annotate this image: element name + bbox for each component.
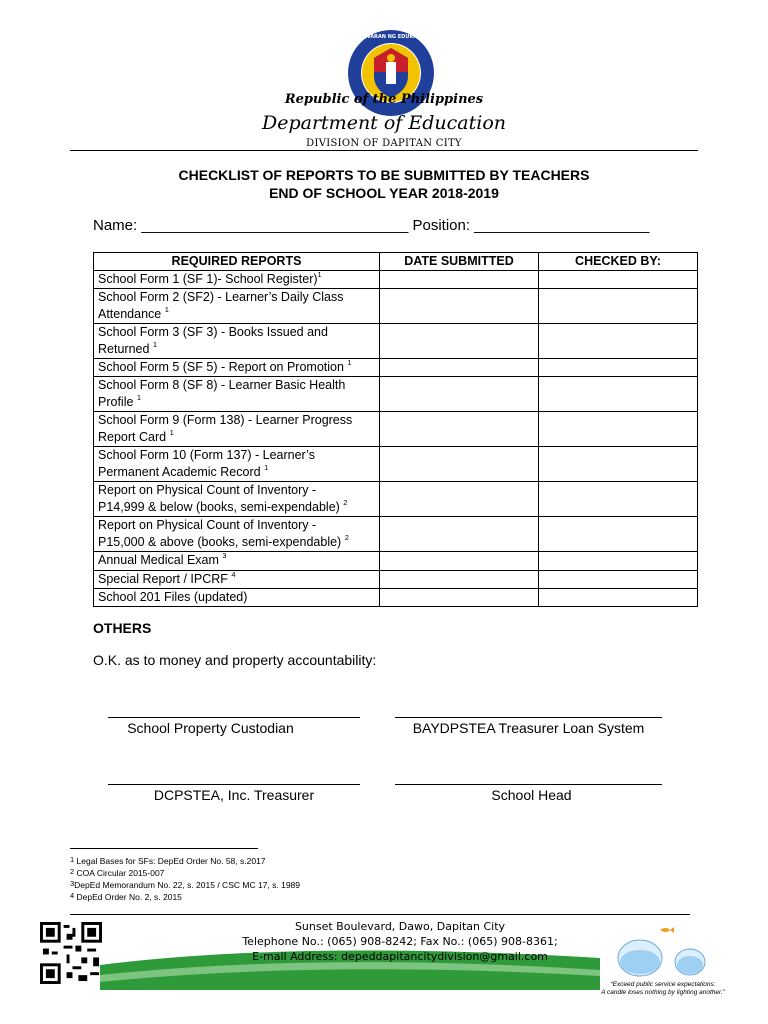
signatory-school-head: School Head: [491, 787, 572, 803]
report-name-cell: [94, 517, 380, 552]
checked-by-cell[interactable]: [539, 271, 698, 289]
report-name-cell: [94, 571, 380, 589]
date-submitted-cell[interactable]: [380, 589, 539, 607]
division-heading: DIVISION OF DAPITAN CITY: [306, 138, 462, 149]
checked-by-cell[interactable]: [539, 517, 698, 552]
report-name-line: P14,999 & below (books, semi-expendable): [98, 500, 344, 514]
report-name-line: School Form 2 (SF2) - Learner’s Daily Class: [98, 290, 344, 304]
reports-checklist-table: [93, 252, 698, 607]
svg-text:KAGAWARAN NG EDUKASYON: KAGAWARAN NG EDUKASYON: [349, 34, 433, 40]
footnote-number: 2: [70, 867, 75, 876]
signatory-school-property-custodian: School Property Custodian: [127, 720, 294, 736]
accountability-text: O.K. as to money and property accountability:: [93, 652, 377, 668]
table-row: [94, 289, 698, 324]
date-submitted-cell[interactable]: [380, 447, 539, 482]
table-row: [94, 412, 698, 447]
report-name-line: School 201 Files (updated): [98, 590, 248, 604]
footnote: [70, 868, 164, 878]
column-header-checked-by: CHECKED BY:: [539, 253, 698, 271]
footnote-reference: 1: [169, 428, 174, 437]
signature-line: [395, 784, 662, 785]
checked-by-cell[interactable]: [539, 412, 698, 447]
document-subtitle: END OF SCHOOL YEAR 2018-2019: [269, 185, 499, 201]
report-name-line: School Form 5 (SF 5) - Report on Promotion: [98, 360, 348, 374]
republic-heading: Republic of the Philippines: [284, 92, 484, 107]
footer-phone: Telephone No.: (065) 908-8242; Fax No.: (065) 908-8361;: [242, 935, 558, 948]
column-header-required-reports: REQUIRED REPORTS: [94, 253, 380, 271]
footer-address: Sunset Boulevard, Dawo, Dapitan City: [294, 920, 506, 933]
date-submitted-cell[interactable]: [380, 377, 539, 412]
checked-by-cell[interactable]: [539, 482, 698, 517]
footnote-number: 1: [70, 855, 75, 864]
footnote-text: COA Circular 2015-007: [74, 868, 165, 878]
report-name-cell: [94, 482, 380, 517]
checked-by-cell[interactable]: [539, 377, 698, 412]
footnote: [70, 856, 266, 866]
report-name-line: School Form 8 (SF 8) - Learner Basic Health: [98, 378, 346, 392]
report-name-cell: [94, 271, 380, 289]
table-row: [94, 552, 698, 571]
footnote-number: 4: [70, 891, 75, 900]
signatory-baydpstea-treasurer: BAYDPSTEA Treasurer Loan System: [412, 720, 645, 736]
signature-line: [108, 784, 360, 785]
report-name-cell: [94, 377, 380, 412]
date-submitted-cell[interactable]: [380, 517, 539, 552]
footnote-reference: 1: [347, 358, 352, 367]
footnote-reference: 2: [344, 533, 349, 542]
date-submitted-cell[interactable]: [380, 271, 539, 289]
table-row: [94, 377, 698, 412]
checked-by-cell[interactable]: [539, 589, 698, 607]
report-name-line: Annual Medical Exam: [98, 553, 223, 567]
date-submitted-cell[interactable]: [380, 482, 539, 517]
qr-code-icon: [40, 922, 102, 984]
checked-by-cell[interactable]: [539, 289, 698, 324]
table-header-row: [94, 253, 698, 271]
footnote-number: 3: [70, 879, 75, 888]
footnote-text: Legal Bases for SFs: DepEd Order No. 58, s.2017: [74, 856, 266, 866]
footnote-reference: 3: [222, 551, 227, 560]
report-name-line: Returned: [98, 342, 153, 356]
signature-line: [395, 717, 662, 718]
footnote-reference: 1: [152, 340, 158, 349]
table-row: [94, 571, 698, 589]
checked-by-cell[interactable]: [539, 324, 698, 359]
table-row: [94, 359, 698, 377]
motto-line-1: “Exceed public service expectations:: [610, 981, 716, 988]
signature-line: [108, 717, 360, 718]
report-name-line: Special Report / IPCRF: [98, 572, 232, 586]
table-row: [94, 589, 698, 607]
report-name-line: School Form 9 (Form 138) - Learner Progress: [98, 413, 353, 427]
date-submitted-cell[interactable]: [380, 412, 539, 447]
footnote: [70, 880, 300, 890]
report-name-cell: [94, 289, 380, 324]
checked-by-cell[interactable]: [539, 359, 698, 377]
date-submitted-cell[interactable]: [380, 552, 539, 571]
report-name-cell: [94, 324, 380, 359]
checked-by-cell[interactable]: [539, 571, 698, 589]
footnote: [70, 892, 182, 902]
report-name-cell: [94, 552, 380, 571]
report-name-line: Report on Physical Count of Inventory -: [98, 518, 317, 532]
name-position-line: Name: ________________________________ Position: _____________________: [93, 217, 650, 234]
footnote-reference: 1: [317, 270, 322, 279]
report-name-cell: [94, 589, 380, 607]
footnote-text: DepEd Memorandum No. 22, s. 2015 / CSC MC 17, s. 1989: [74, 880, 301, 890]
report-name-line: Permanent Academic Record: [98, 465, 265, 479]
footnote-reference: 2: [343, 498, 348, 507]
footnote-reference: 1: [264, 463, 269, 472]
footnote-reference: 4: [231, 570, 236, 579]
footer-email: E-mail Address: depeddapitancitydivision@gmail.com: [252, 950, 548, 963]
document-title: CHECKLIST OF REPORTS TO BE SUBMITTED BY TEACHERS: [178, 167, 590, 183]
footer-divider: [70, 914, 690, 915]
report-name-line: Report on Physical Count of Inventory -: [98, 483, 317, 497]
motto-line-2: A candle loses nothing by lighting another.”: [601, 989, 725, 996]
report-name-line: School Form 10 (Form 137) - Learner’s: [98, 448, 315, 462]
date-submitted-cell[interactable]: [380, 289, 539, 324]
footnote-reference: 1: [136, 393, 142, 402]
report-name-line: Attendance: [98, 307, 165, 321]
others-heading: OTHERS: [93, 620, 152, 636]
footnote-reference: 1: [164, 305, 169, 314]
report-name-line: School Form 3 (SF 3) - Books Issued and: [98, 325, 328, 339]
report-name-cell: [94, 447, 380, 482]
report-name-cell: [94, 359, 380, 377]
report-name-line: School Form 1 (SF 1)- School Register): [98, 272, 318, 286]
signatory-dcpstea-treasurer: DCPSTEA, Inc. Treasurer: [153, 787, 315, 803]
checked-by-cell[interactable]: [539, 552, 698, 571]
date-submitted-cell[interactable]: [380, 359, 539, 377]
table-row: [94, 324, 698, 359]
report-name-line: Report Card: [98, 430, 170, 444]
report-name-line: Profile: [98, 395, 137, 409]
department-heading: Department of Education: [262, 112, 506, 134]
table-row: [94, 517, 698, 552]
report-name-line: P15,000 & above (books, semi-expendable): [98, 535, 345, 549]
date-submitted-cell[interactable]: [380, 324, 539, 359]
table-row: [94, 482, 698, 517]
column-header-date-submitted: DATE SUBMITTED: [380, 253, 539, 271]
date-submitted-cell[interactable]: [380, 571, 539, 589]
checked-by-cell[interactable]: [539, 447, 698, 482]
header-divider: [70, 150, 698, 151]
footnote-divider: [70, 848, 258, 849]
footnote-text: DepEd Order No. 2, s. 2015: [74, 892, 182, 902]
table-row: [94, 447, 698, 482]
fishbowl-illustration-icon: [610, 920, 715, 980]
report-name-cell: [94, 412, 380, 447]
table-row: [94, 271, 698, 289]
